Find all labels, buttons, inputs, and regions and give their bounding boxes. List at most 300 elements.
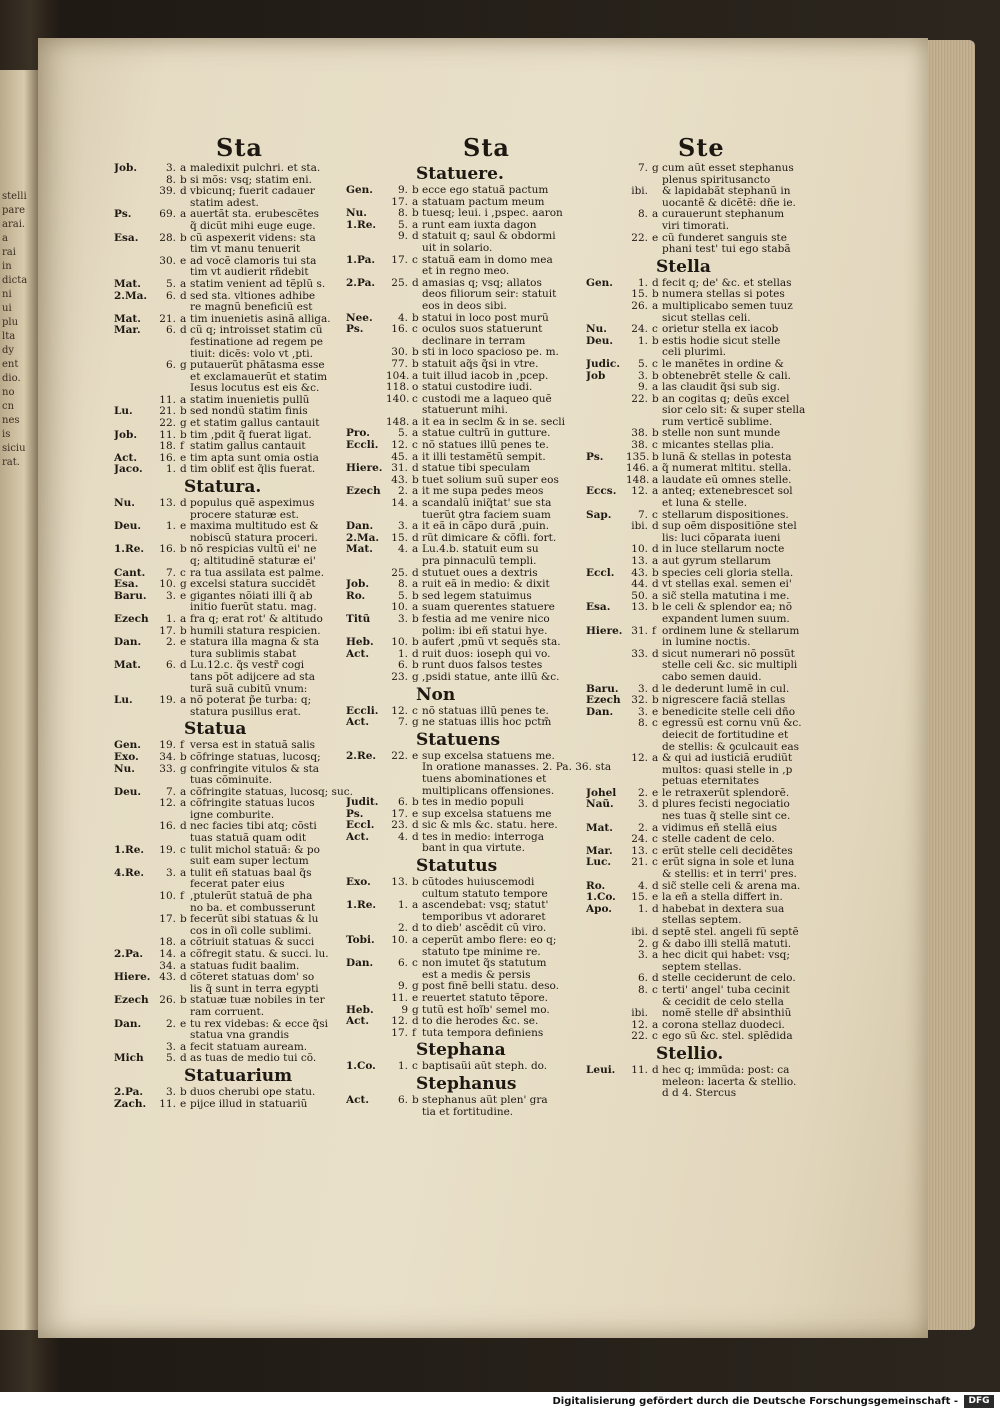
book-reference: Dan. (346, 958, 374, 970)
entry-text: egressũ est cornu vnũ &c. (662, 718, 802, 730)
section-letter: b (652, 289, 659, 301)
concordance-entry (586, 973, 886, 985)
book-reference: Dan. (586, 706, 614, 718)
concordance-entry (114, 279, 376, 291)
concordance-entry (346, 660, 616, 672)
entry-text: in luce stellarum nocte (662, 544, 785, 556)
concordance-entry (114, 302, 376, 314)
section-letter: e (180, 1098, 187, 1110)
section-letter: g (180, 418, 187, 430)
chapter-number: 7. (637, 163, 648, 174)
book-reference: Nu. (346, 208, 367, 220)
concordance-entry (586, 730, 886, 742)
section-letter: b (652, 335, 659, 347)
entry-text: gigantes nõiati illi q̃ ab (190, 590, 313, 602)
book-reference: Baru. (114, 590, 147, 602)
section-letter: b (652, 602, 659, 614)
concordance-entry (586, 846, 886, 858)
entry-text: statim inuenietis pullũ (190, 394, 310, 406)
section-letter: d (412, 923, 419, 935)
entry-text: sicut numerari nõ possũt (662, 648, 795, 660)
chapter-number: ibi. (631, 186, 648, 198)
entry-text: nõ statuas illũ penes te. (422, 705, 549, 717)
concordance-entry (586, 359, 886, 371)
lemma-heading: Statuarium (184, 1065, 293, 1086)
book-reference: Eccs. (586, 486, 617, 498)
concordance-entry (586, 198, 886, 210)
concordance-entry (114, 163, 376, 175)
concordance-entry (586, 1088, 886, 1100)
concordance-entry (114, 695, 376, 707)
entry-text: reuertet statuto tẽpore. (422, 993, 548, 1004)
chapter-number: 11. (159, 429, 176, 441)
entry-text: tuerũt ꝯtra faciem suam (422, 509, 551, 521)
section-letter: e (412, 993, 419, 1004)
entry-text: tim ,pdit q̃ fuerat ligat. (190, 429, 312, 441)
entry-text: rum verticẽ sublime. (662, 416, 773, 428)
entry-text: plures fecisti negociatio (662, 799, 790, 811)
concordance-entry (114, 637, 376, 649)
column-right (586, 163, 886, 1100)
chapter-number: 19. (159, 695, 176, 707)
entry-text: vidimus eñ stellã eius (662, 822, 777, 834)
section-letter: a (412, 900, 419, 912)
previous-page-word: dicta (2, 275, 28, 286)
lemma-heading: Non (416, 684, 456, 705)
entry-text: et in regno meo. (422, 266, 510, 278)
concordance-entry (114, 533, 376, 545)
section-letter: a (412, 602, 419, 614)
section-letter: d (412, 648, 419, 660)
entry-text: lunã & stellas in potesta (662, 451, 792, 463)
concordance-entry (114, 568, 376, 580)
chapter-number: 19. (159, 740, 176, 752)
section-letter: e (652, 706, 659, 718)
concordance-entry (346, 947, 616, 959)
section-letter: b (412, 312, 419, 324)
concordance-entry (586, 405, 886, 417)
concordance-entry (346, 521, 616, 533)
previous-page-word: ni (2, 289, 12, 300)
book-reference: Lu. (114, 406, 133, 418)
concordance-entry (114, 660, 376, 672)
concordance-entry (114, 556, 376, 568)
concordance-entry (346, 371, 616, 383)
entry-text: statim gallus cantauit (190, 441, 306, 453)
book-reference: Ps. (346, 808, 364, 820)
section-letter: d (412, 820, 419, 832)
entry-text: stellarum dispositiones. (662, 509, 789, 521)
chapter-number: 5. (637, 358, 648, 370)
concordance-entry (586, 707, 886, 719)
entry-text: et statim gallus cantauit (190, 418, 320, 430)
entry-text: statuerunt mihi. (422, 405, 508, 417)
chapter-number: 9. (397, 981, 408, 993)
concordance-entry (346, 1095, 616, 1107)
entry-text: it ea in seclm & in se. secli (422, 416, 565, 428)
concordance-entry (346, 1005, 616, 1017)
chapter-number: 6. (397, 660, 408, 672)
concordance-entry (346, 1028, 616, 1040)
chapter-number: 18. (159, 441, 176, 453)
book-reference: Titũ (346, 613, 371, 625)
concordance-entry (586, 799, 886, 811)
chapter-number: 148. (386, 416, 410, 428)
chapter-number: 4. (397, 831, 408, 843)
chapter-number: 12. (631, 1019, 648, 1031)
entry-text: tuit illud iacob in ,pcep. (422, 370, 549, 382)
entry-text: it illi testamẽtũ sempit. (422, 451, 546, 463)
entry-text: sic̃ stella matutina i me. (662, 590, 790, 602)
concordance-entry (114, 256, 376, 268)
section-letter: a (180, 960, 187, 972)
chapter-number: 10. (159, 579, 176, 591)
entry-text: lis q̃ sunt in terra egypti (190, 983, 319, 995)
book-reference: Deu. (586, 335, 614, 347)
concordance-entry (114, 198, 376, 210)
chapter-number: 10. (391, 637, 408, 649)
entry-text: est a medis & persis (422, 969, 531, 981)
chapter-number: 2. (397, 486, 408, 498)
chapter-number: 140. (386, 393, 410, 405)
concordance-entry (586, 301, 886, 313)
section-letter: a (652, 556, 659, 567)
section-letter: b (412, 797, 419, 809)
concordance-entry (114, 383, 376, 395)
chapter-number: 2. (397, 923, 408, 935)
concordance-entry (114, 337, 376, 349)
book-reference: Job. (114, 429, 137, 441)
chapter-number: 16. (391, 324, 408, 336)
chapter-number: 50. (631, 590, 648, 602)
book-reference: 2.Ma. (114, 290, 148, 302)
concordance-entry (346, 417, 616, 429)
entry-text: deos filiorum seir: statuit (422, 289, 557, 301)
concordance-entry (586, 1020, 886, 1032)
previous-page-text (2, 190, 32, 470)
entry-text: nõ statues illũ penes te. (422, 440, 549, 452)
concordance-entry (586, 1008, 886, 1020)
concordance-entry (586, 718, 886, 730)
entry-text: it me supa pedes meos (422, 486, 544, 498)
concordance-entry (586, 428, 886, 440)
entry-text: excelsi statura succidẽt (190, 579, 316, 591)
section-letter: a (180, 786, 187, 798)
chapter-number: 4. (637, 880, 648, 892)
entry-text: non imutet q̃s statutum (422, 958, 547, 970)
entry-text: hec dicit qui habet: vsq; (662, 950, 790, 962)
entry-text: suit eam super lectum (190, 856, 309, 868)
concordance-entry (586, 382, 886, 394)
entry-text: tia et fortitudine. (422, 1106, 514, 1118)
section-letter: c (652, 984, 658, 996)
lemma-heading: Statuens (416, 729, 501, 750)
entry-text: le dederunt lumẽ in cul. (662, 683, 790, 695)
concordance-entry (586, 881, 886, 893)
section-letter: d (652, 521, 659, 533)
chapter-number: 118. (386, 382, 410, 394)
concordance-entry (586, 834, 886, 846)
book-reference: Dan. (346, 521, 374, 533)
entry-text: nõ poterat p̃e turba: q; (190, 695, 312, 707)
entry-text: & qui ad iusticiã erudiũt (662, 753, 793, 765)
section-letter: c (652, 834, 658, 846)
section-letter: f (412, 1027, 416, 1039)
concordance-entry (346, 347, 616, 359)
entry-text: rũt dimicare & cõfli. fort. (422, 532, 557, 544)
concordance-entry (586, 753, 886, 765)
section-letter: b (180, 174, 187, 186)
section-letter: e (180, 1018, 187, 1030)
running-header-left: Sta (216, 133, 263, 162)
concordance-entry (586, 788, 886, 800)
chapter-number: 31. (631, 625, 648, 637)
page-stack-edges (920, 40, 975, 1330)
entry-text: humili statura respicien. (190, 625, 321, 637)
concordance-entry (346, 394, 616, 406)
entry-text: expandent lumen suum. (662, 613, 790, 625)
entry-text: tutũ est hoĩb' semel mo. (422, 1004, 550, 1016)
entry-text: micantes stellas plia. (662, 440, 774, 452)
concordance-entry (346, 602, 616, 614)
section-letter: a (412, 935, 419, 947)
section-letter: f (180, 441, 184, 453)
lemma-heading: Stellio. (656, 1043, 724, 1064)
concordance-entry (586, 776, 886, 788)
concordance-entry (586, 684, 886, 696)
chapter-number: 39. (159, 186, 176, 198)
concordance-entry (346, 220, 616, 232)
concordance-entry (346, 185, 616, 197)
section-letter: d (652, 903, 659, 915)
book-reference: Judit. (346, 797, 379, 809)
concordance-entry (586, 614, 886, 626)
concordance-entry (114, 764, 376, 776)
chapter-number: 15. (391, 532, 408, 544)
concordance-entry (114, 856, 376, 868)
entry-text: tes in medio: interroga (422, 831, 544, 843)
concordance-entry (586, 579, 886, 591)
entry-text: cultum statuto tempore (422, 888, 548, 900)
entry-text: q̃ numerat mltitu. stella. (662, 463, 792, 475)
entry-text: numera stellas si potes (662, 289, 785, 301)
concordance-entry (586, 475, 886, 487)
entry-text: runt duos falsos testes (422, 660, 543, 672)
concordance-entry (114, 395, 376, 407)
entry-text: an cogitas q; deũs excel (662, 393, 790, 405)
section-letter: d (412, 463, 419, 475)
section-letter: b (412, 1094, 419, 1106)
entry-text: uocantẽ & dicẽtẽ: dñe ie. (662, 197, 796, 209)
section-letter: f (652, 625, 656, 637)
chapter-number: 1. (637, 277, 648, 289)
chapter-number: 1. (397, 1061, 408, 1073)
chapter-number: 38. (631, 440, 648, 452)
book-reference: Eccl. (586, 567, 615, 579)
book-reference: 4.Re. (114, 867, 145, 879)
entry-text: statuã eam in domo mea (422, 254, 553, 266)
entry-text: declinare in terram (422, 335, 526, 347)
book-reference: Mat. (586, 822, 613, 834)
concordance-entry (346, 197, 616, 209)
concordance-entry (346, 440, 616, 452)
concordance-entry (114, 949, 376, 961)
concordance-entry (346, 486, 616, 498)
book-reference: 1.Re. (346, 900, 377, 912)
book-reference: Mar. (586, 845, 613, 857)
entry-text: multos: quasi stelle in ,p (662, 764, 793, 776)
lemma-heading: Stephana (416, 1040, 506, 1061)
concordance-entry (586, 915, 886, 927)
section-letter: b (180, 751, 187, 763)
entry-text: festinatione ad regem pe (190, 336, 324, 348)
section-letter: c (412, 705, 418, 717)
chapter-number: 12. (159, 798, 176, 810)
entry-text: initio fuerũt statu. mag. (190, 602, 317, 614)
chapter-number: 16. (159, 452, 176, 464)
concordance-entry (114, 926, 376, 938)
concordance-entry (346, 843, 616, 855)
entry-text: multiplicabo semen tuuz (662, 300, 793, 312)
entry-text: ra tua assilata est palme. (190, 567, 325, 579)
chapter-number: 6. (397, 1094, 408, 1106)
section-letter: o (412, 382, 419, 394)
book-reference: Ro. (586, 880, 606, 892)
concordance-entry (586, 985, 886, 997)
concordance-entry (586, 463, 886, 475)
concordance-entry (586, 163, 886, 175)
entry-text: as tuas de medio tui cõ. (190, 1053, 317, 1065)
concordance-entry (346, 797, 616, 809)
entry-text: habebat in dextera sua (662, 903, 785, 915)
entry-text: tim inuenietis asinã alliga. (190, 313, 331, 325)
chapter-number: 2. (637, 938, 648, 950)
book-reference: Baru. (586, 683, 619, 695)
entry-text: pijce illud in statuariũ (190, 1098, 308, 1110)
book-reference: Gen. (114, 740, 141, 752)
concordance-entry (586, 186, 886, 198)
chapter-number: 1. (165, 521, 176, 533)
concordance-entry (346, 313, 616, 325)
entry-text: terti' angel' tuba cecinit (662, 984, 790, 996)
entry-text: bant in qua virtute. (422, 843, 525, 855)
chapter-number: 43. (391, 474, 408, 486)
concordance-entry (114, 406, 376, 418)
entry-text: statuit aq̃s q̃si in vtre. (422, 358, 539, 370)
book-reference: Mich (114, 1053, 144, 1065)
entry-text: In oratione manasses. 2. Pa. 36. sta (422, 762, 612, 774)
concordance-entry (346, 556, 616, 568)
chapter-number: 22. (631, 1031, 648, 1043)
concordance-entry (586, 1031, 886, 1043)
entry-text: cabo semen dauid. (662, 671, 762, 683)
entry-text: ordinem lune & stellarum (662, 625, 800, 637)
entry-text: cũ funderet sanguis ste (662, 232, 787, 244)
entry-text: tu rex videbas: & ecce q̃si (190, 1018, 328, 1030)
book-reference: Gen. (586, 277, 613, 289)
concordance-entry (586, 289, 886, 301)
concordance-entry (586, 278, 886, 290)
concordance-entry (586, 556, 886, 568)
section-letter: d (180, 290, 187, 302)
entry-text: cũtodes huiuscemodi (422, 877, 535, 889)
book-reference: Heb. (346, 637, 374, 649)
book-reference: Esa. (114, 232, 139, 244)
entry-text: tiuit: dicẽs: volo vt ,pti. (190, 348, 313, 360)
chapter-number: 10. (391, 935, 408, 947)
section-letter: a (652, 209, 659, 221)
section-letter: d (652, 277, 659, 289)
lemma-heading: Statutus (416, 856, 498, 877)
digitization-footer (0, 1392, 1000, 1412)
concordance-entry (346, 970, 616, 982)
entry-text: sed nondũ statim finis (190, 406, 308, 418)
entry-text: aufert ,pmũ vt sequẽs sta. (422, 637, 561, 649)
entry-text: statue cultrũ in gutture. (422, 428, 551, 440)
concordance-entry (346, 278, 616, 290)
chapter-number: 8. (397, 208, 408, 220)
section-letter: b (652, 393, 659, 405)
section-letter: a (180, 937, 187, 949)
chapter-number: 14. (391, 498, 408, 510)
entry-text: it eã in cãpo durã ,puin. (422, 521, 550, 533)
section-letter: b (412, 474, 419, 486)
section-letter: d (412, 277, 419, 289)
entry-text: sup excelsa statuens me (422, 808, 552, 820)
entry-text: procere staturæ est. (190, 509, 299, 521)
section-letter: c (652, 358, 658, 370)
section-letter: g (652, 163, 659, 174)
chapter-number: 3. (637, 370, 648, 382)
previous-page-word: nes (2, 415, 20, 426)
concordance-entry (114, 937, 376, 949)
book-page (38, 38, 928, 1338)
section-letter: c (412, 958, 418, 970)
section-letter: b (652, 370, 659, 382)
book-reference: 1.Co. (586, 892, 616, 904)
concordance-entry (586, 394, 886, 406)
section-letter: f (180, 740, 184, 752)
concordance-entry (346, 428, 616, 440)
concordance-entry (346, 382, 616, 394)
concordance-entry (114, 903, 376, 915)
concordance-entry (346, 301, 616, 313)
entry-text: aut gyrum stellarum (662, 556, 771, 567)
chapter-number: 3. (637, 799, 648, 811)
section-letter: a (180, 394, 187, 406)
chapter-number: 25. (391, 567, 408, 579)
chapter-number: 8. (637, 209, 648, 221)
chapter-number: 24. (631, 834, 648, 846)
entry-text: cum aũt esset stephanus (662, 163, 794, 174)
concordance-entry (114, 798, 376, 810)
chapter-number: 3. (637, 950, 648, 962)
entry-text: nõ respicias vultũ ei' ne (190, 544, 317, 556)
concordance-entry (114, 707, 376, 719)
entry-text: tuta tempora definiens (422, 1027, 544, 1039)
lemma-heading: Stephanus (416, 1073, 517, 1094)
lemma-heading: Statuere. (416, 164, 504, 184)
concordance-entry (114, 984, 376, 996)
book-reference: Naũ. (586, 799, 614, 811)
entry-text: cõteret statuas dom' so (190, 972, 315, 984)
book-reference: Cant. (114, 567, 146, 579)
entry-text: duos cherubi ope statu. (190, 1086, 316, 1098)
concordance-entry (114, 891, 376, 903)
chapter-number: 5. (397, 219, 408, 231)
chapter-number: 11. (159, 1098, 176, 1110)
section-letter: g (180, 763, 187, 775)
